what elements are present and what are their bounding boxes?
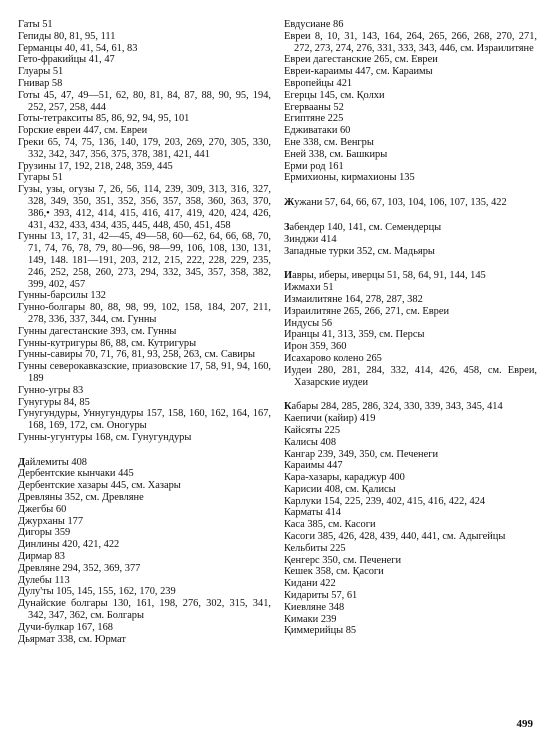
index-entry — [18, 290, 271, 302]
left-index-column — [18, 19, 271, 645]
entry-text: Егерцы 145, см. Қолхи — [284, 89, 385, 101]
entry-text: Иранцы 41, 313, 359, см. Персы — [284, 329, 425, 341]
entry-text: Джурханы 177 — [18, 515, 84, 527]
index-entry — [18, 432, 271, 444]
index-entry — [284, 555, 537, 567]
index-entry — [18, 397, 271, 409]
index-entry — [18, 539, 271, 551]
entry-text: Ирон 359, 360 — [284, 341, 347, 353]
index-entry — [284, 590, 537, 602]
entry-text: Каса 385, см. Касоги — [284, 519, 376, 531]
entry-text: Динлины 420, 421, 422 — [18, 539, 120, 551]
entry-text: Дулебы 113 — [18, 574, 70, 586]
index-entry — [18, 468, 271, 480]
index-entry — [284, 246, 537, 258]
index-entry — [18, 231, 271, 290]
section-letter: З — [284, 221, 290, 233]
index-entry — [284, 102, 537, 114]
entry-text: абендер 140, 141, см. Семендерцы — [289, 221, 442, 233]
entry-text: Европейцы 421 — [284, 77, 353, 89]
index-entry — [18, 551, 271, 563]
entry-text: Дунайские болгары 130, 161, 198, 276, 302, 315, 341, 342, 347, 362, см. Болгары — [18, 598, 271, 622]
index-entry — [284, 125, 537, 137]
index-entry — [18, 338, 271, 350]
entry-text: Дербентские хазары 445, см. Хазары — [18, 480, 181, 492]
index-entry — [284, 54, 537, 66]
entry-text: Грузины 17, 192, 218, 248, 359, 445 — [18, 160, 173, 172]
entry-text: Израилитяне 265, 266, 271, см. Евреи — [284, 305, 450, 317]
entry-text: Дьярмат 338, см. Юрмат — [18, 633, 126, 645]
entry-text: Кидани 422 — [284, 578, 336, 590]
entry-text: Кимаки 239 — [284, 613, 337, 625]
index-entry — [18, 385, 271, 397]
index-entry — [18, 161, 271, 173]
index-entry — [284, 222, 537, 234]
entry-text: Кидариты 57, 61 — [284, 590, 358, 602]
entry-text: Греки 65, 74, 75, 136, 140, 179, 203, 269, 270, 305, 330, 332, 342, 347, 356, 375, 378, 381, 421, 441 — [18, 136, 271, 160]
section-gap — [284, 209, 537, 222]
index-entry — [18, 326, 271, 338]
index-entry — [284, 318, 537, 330]
entry-text: Егервааны 52 — [284, 101, 344, 113]
entry-text: Древляны 352, см. Древляне — [18, 492, 144, 504]
page-number: 499 — [516, 718, 533, 730]
index-entry — [284, 519, 537, 531]
index-entry — [284, 602, 537, 614]
entry-text: Горские евреи 447, см. Евреи — [18, 125, 148, 137]
entry-text: Египтяне 225 — [284, 113, 344, 125]
entry-text: Гунны северокавказские, приазовские 17, 58, 91, 94, 160, 189 — [18, 361, 271, 384]
entry-text: Зинджи 414 — [284, 233, 337, 245]
entry-text: Гунны дагестанские 393, см. Гунны — [18, 325, 177, 337]
index-entry — [284, 78, 537, 90]
entry-text: Кангар 239, 349, 350, см. Печенеги — [284, 448, 439, 460]
section-gap — [284, 257, 537, 270]
index-entry — [18, 622, 271, 634]
index-entry — [18, 408, 271, 432]
index-entry — [284, 460, 537, 472]
index-entry — [284, 472, 537, 484]
index-entry — [18, 43, 271, 55]
section-letter: Ж — [284, 197, 295, 209]
entry-text: Евреи 8, 10, 31, 143, 164, 264, 265, 266, 268, 270, 271, 272, 273, 274, 276, 331, 333, 343, 446, см. Израилитяне — [284, 30, 537, 54]
entry-text: Қиммерийцы 85 — [284, 625, 357, 637]
entry-text: айлемиты 408 — [25, 456, 87, 468]
index-entry — [18, 113, 271, 125]
entry-text: Измаилитяне 164, 278, 287, 382 — [284, 293, 423, 305]
entry-text: Киевляне 348 — [284, 601, 345, 613]
entry-text: Ермихионы, кирмахионы 135 — [284, 172, 415, 184]
index-entry — [18, 19, 271, 31]
section-gap — [284, 388, 537, 401]
index-entry — [284, 437, 537, 449]
entry-text: Едживатаки 60 — [284, 125, 351, 137]
index-entry — [18, 349, 271, 361]
index-entry — [284, 531, 537, 543]
index-entry — [284, 341, 537, 353]
index-entry — [284, 625, 537, 637]
entry-text: Гунно-угры 83 — [18, 384, 84, 396]
section-gap — [284, 184, 537, 197]
section-gap — [18, 444, 271, 457]
index-entry — [284, 484, 537, 496]
entry-text: Гунны 13, 17, 31, 42—45, 49—58, 60—62, 64, 66, 68, 70, 71, 74, 76, 78, 79, 80—96, 98—99, 106, 108, 130, 131, 149, 148. 181—191, 203, 212, 215, 222, 228, 229, 235, 246, 252, 258, 260, 273, 294, 332, 345, 357, 358, 382, 399, 402, 457 — [18, 231, 271, 290]
entry-text: Гунно-болгары 80, 88, 98, 99, 102, 158, 184, 207, 211, 278, 336, 337, 344, см. Гунны — [18, 302, 271, 325]
index-entry — [284, 270, 537, 282]
index-entry — [18, 586, 271, 598]
index-entry — [284, 113, 537, 125]
index-entry — [284, 353, 537, 365]
index-entry — [18, 492, 271, 504]
index-entry — [284, 425, 537, 437]
entry-text: Калисы 408 — [284, 436, 337, 448]
entry-text: Дербентские кынчаки 445 — [18, 468, 134, 480]
entry-text: Касоги 385, 426, 428, 439, 440, 441, см. Адыгейцы — [284, 531, 506, 543]
index-entry — [284, 282, 537, 294]
entry-text: Гунны-барсилы 132 — [18, 290, 106, 302]
entry-text: Қенгерс 350, см. Печенеги — [284, 554, 402, 566]
index-entry — [284, 566, 537, 578]
entry-text: Кайсяты 225 — [284, 424, 341, 436]
index-entry — [18, 125, 271, 137]
entry-text: Гаты 51 — [18, 19, 53, 30]
index-entry — [284, 401, 537, 413]
entry-text: Евдусиане 86 — [284, 19, 344, 30]
entry-text: ужани 57, 64, 66, 67, 103, 104, 106, 107, 135, 422 — [294, 197, 507, 209]
entry-text: Еней 338, см. Башкиры — [284, 148, 388, 160]
entry-text: Дигоры 359 — [18, 527, 71, 539]
index-entry — [284, 197, 537, 209]
entry-text: Готы-тетракситы 85, 86, 92, 94, 95, 101 — [18, 113, 190, 125]
entry-text: Гузы, узы, огузы 7, 26, 56, 114, 239, 309, 313, 316, 327, 328, 349, 350, 351, 352, 356, 357, 358, 360, 363, 370, 386,• 393, 412, 414, 415, 416, 417, 419, 420, 424, 426, 431, 432, 433, 434, 435, 445, 448, 450, 451, 458 — [18, 184, 271, 231]
index-entry — [284, 365, 537, 389]
section-letter: К — [284, 401, 292, 413]
entry-text: Гунугундуры, Уннугундуры 157, 158, 160, 162, 164, 167, 168, 169, 172, см. Оногуры — [18, 408, 271, 432]
index-entry — [284, 578, 537, 590]
entry-text: Кельбиты 225 — [284, 542, 346, 554]
entry-text: Западные турки 352, см. Мадьяры — [284, 245, 435, 257]
index-entry — [18, 172, 271, 184]
entry-text: Ижмахи 51 — [284, 282, 334, 294]
entry-text: Дучи-булкар 167, 168 — [18, 621, 114, 633]
index-entry — [284, 413, 537, 425]
index-entry — [18, 31, 271, 43]
entry-text: Ерми род 161 — [284, 160, 344, 172]
index-entry — [284, 31, 537, 55]
index-entry — [18, 90, 271, 114]
entry-text: Гепиды 80, 81, 95, 111 — [18, 30, 116, 42]
index-entry — [18, 575, 271, 587]
index-entry — [284, 172, 537, 184]
section-letter: И — [284, 270, 293, 282]
entry-text: Готы 45, 47, 49—51, 62, 80, 81, 84, 87, 88, 90, 95, 194, 252, 257, 258, 444 — [18, 89, 271, 113]
index-entry — [284, 137, 537, 149]
entry-text: Евреи дагестанские 265, см. Евреи — [284, 54, 438, 66]
index-entry — [18, 361, 271, 385]
entry-text: Джегбы 60 — [18, 503, 67, 515]
entry-text: Дулу'ты 105, 145, 155, 162, 170, 239 — [18, 586, 176, 598]
entry-text: Кара-хазары, караджур 400 — [284, 472, 405, 484]
index-entry — [18, 137, 271, 161]
index-entry — [284, 90, 537, 102]
entry-text: Германцы 40, 41, 54, 61, 83 — [18, 42, 138, 54]
entry-text: Евреи-караимы 447, см. Караимы — [284, 66, 433, 78]
entry-text: Караимы 447 — [284, 460, 343, 472]
index-entry — [18, 302, 271, 326]
index-entry — [284, 19, 537, 31]
index-entry — [284, 449, 537, 461]
entry-text: Карисии 408, см. Қалисы — [284, 483, 396, 495]
index-entry — [18, 457, 271, 469]
index-entry — [284, 614, 537, 626]
entry-text: Индусы 56 — [284, 317, 333, 329]
entry-text: Гунугуры 84, 85 — [18, 396, 90, 408]
entry-text: Гето-фракийцы 41, 47 — [18, 54, 115, 66]
entry-text: Гнивар 58 — [18, 77, 63, 89]
index-entry — [284, 294, 537, 306]
entry-text: Кешек 358, см. Қасоги — [284, 566, 384, 578]
entry-text: Древляне 294, 352, 369, 377 — [18, 562, 141, 574]
index-entry — [18, 78, 271, 90]
entry-text: Дирмар 83 — [18, 551, 65, 563]
index-entry — [284, 507, 537, 519]
entry-text: абары 284, 285, 286, 324, 330, 339, 343, 345, 414 — [291, 401, 503, 413]
entry-text: Исахарово колено 265 — [284, 352, 382, 364]
index-entry — [284, 543, 537, 555]
index-entry — [284, 306, 537, 318]
entry-text: Гунны-савиры 70, 71, 76, 81, 93, 258, 263, см. Савиры — [18, 349, 256, 361]
index-entry — [284, 234, 537, 246]
index-entry — [18, 504, 271, 516]
entry-text: Иудеи 280, 281, 284, 332, 414, 426, 458, см. Евреи, Хазарские иудеи — [284, 364, 537, 388]
entry-text: Ене 338, см. Венгры — [284, 136, 374, 148]
index-entry — [18, 527, 271, 539]
index-entry — [18, 598, 271, 622]
index-entry — [18, 66, 271, 78]
entry-text: Гунны-угунтуры 168, см. Гунугундуры — [18, 431, 192, 443]
index-entry — [284, 66, 537, 78]
index-entry — [18, 184, 271, 231]
entry-text: Гунны-кутригуры 86, 88, см. Кутригуры — [18, 337, 197, 349]
entry-text: Гугары 51 — [18, 172, 63, 184]
index-entry — [18, 480, 271, 492]
section-letter: Д — [18, 456, 26, 468]
index-entry — [18, 54, 271, 66]
entry-text: Глуары 51 — [18, 66, 64, 78]
right-index-column — [284, 19, 537, 637]
entry-text: Каепичи (кайир) 419 — [284, 413, 376, 425]
index-entry — [284, 329, 537, 341]
entry-text: Карматы 414 — [284, 507, 341, 519]
index-entry — [284, 496, 537, 508]
index-entry — [18, 563, 271, 575]
index-entry — [284, 161, 537, 173]
index-entry — [18, 516, 271, 528]
index-entry — [284, 149, 537, 161]
entry-text: авры, иберы, иверцы 51, 58, 64, 91, 144, 145 — [292, 270, 486, 282]
index-entry — [18, 634, 271, 646]
entry-text: Карлуки 154, 225, 239, 402, 415, 416, 422, 424 — [284, 495, 486, 507]
